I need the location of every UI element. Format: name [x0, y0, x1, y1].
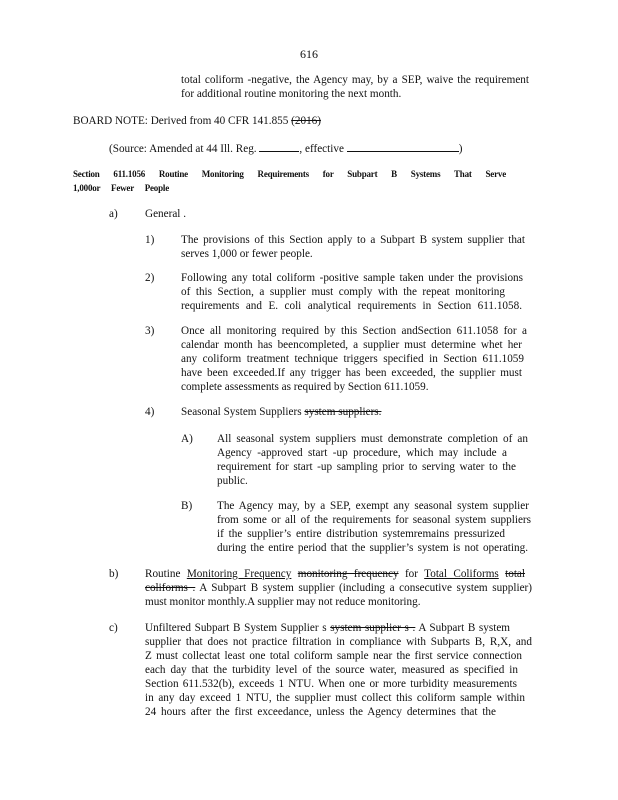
item-1-line: serves 1,000 or fewer people. [181, 248, 313, 260]
source-suffix: ) [458, 143, 463, 155]
subsection-b-line-2 [145, 582, 532, 595]
item-4-title-struck: system suppliers. [304, 406, 382, 418]
subsection-a-label: a) [109, 208, 118, 220]
item-3-line: any coliform treatment technique triggers specified in Section 611.1059 [181, 353, 524, 365]
subitem-A-line: requirement for start -up sampling prior to serving water to the [217, 461, 516, 473]
source-middle: , effective [299, 143, 344, 155]
subsection-b-label: b) [109, 568, 119, 580]
source-note [109, 141, 462, 156]
item-4-title [181, 406, 381, 419]
item-1-label: 1) [145, 234, 155, 246]
subitem-B-line: during the entire period that the supplier’s system is not operating. [217, 542, 528, 554]
subitem-A-line: Agency -approved start -up procedure, which may include a [217, 447, 507, 459]
subitem-B-line: from some or all of the requirements for seasonal system suppliers [217, 514, 531, 526]
item-3-line: calendar month has beencompleted, a supplier must determine whet her [181, 339, 522, 351]
effective-date-blank [347, 141, 459, 152]
subsection-c-line: each day that the turbidity level of the source water, measured as specified in [145, 664, 518, 676]
subsection-c-line: Z must collectat least one total coliform sample near the first service connection [145, 650, 522, 662]
b-inserted-text: Monitoring Frequency [186, 568, 292, 580]
source-prefix: (Source: Amended at 44 Ill. Reg. [109, 143, 257, 155]
c-struck-text: system supplier s . [330, 622, 416, 634]
subsection-c-line: Section 611.532(b), exceeds 1 NTU. When one or more turbidity measurements [145, 678, 517, 690]
item-2-line: of this Section, a supplier must comply with the repeat monitoring [181, 286, 505, 298]
section-heading-line-2: 1,000or Fewer People [73, 183, 169, 193]
subsection-c-line: in any day exceed 1 NTU, the supplier must collect this coliform sample within [145, 692, 525, 704]
b-text: A Subpart B system supplier (including a consecutive system supplier) [199, 582, 532, 594]
subitem-B-label: B) [181, 500, 193, 512]
item-3-line: have been exceeded.If any trigger has been exceeded, the supplier must [181, 367, 522, 379]
board-note-text: BOARD NOTE: Derived from 40 CFR 141.855 [73, 115, 289, 127]
subitem-B-line: The Agency may, by a SEP, exempt any seasonal system supplier [217, 500, 529, 512]
item-4-label: 4) [145, 406, 155, 418]
section-heading-line-1: Section 611.1056 Routine Monitoring Requirements for Subpart B Systems That Serve [73, 169, 506, 179]
subitem-A-line: All seasonal system suppliers must demonstrate completion of an [217, 433, 528, 445]
item-2-line: requirements and E. coli analytical requirements in Section 611.1058. [181, 300, 522, 312]
subsection-c-line: 24 hours after the first exceedance, unless the Agency determines that the [145, 706, 496, 718]
b-text: for [404, 568, 418, 580]
board-note [73, 115, 321, 128]
subitem-B-line: if the supplier’s entire distribution systemremains pressurized [217, 528, 505, 540]
item-3-line: Once all monitoring required by this Section andSection 611.1058 for a [181, 325, 527, 337]
c-text: Unfiltered Subpart B System Supplier s [145, 622, 327, 634]
board-note-struck: (2016) [291, 115, 321, 127]
item-3-line: complete assessments as required by Section 611.1059. [181, 381, 429, 393]
subsection-b-line-1 [145, 568, 525, 581]
b-struck-text: total [505, 568, 526, 580]
intro-line-2: for additional routine monitoring the next month. [181, 88, 402, 100]
item-2-line: Following any total coliform -positive sample taken under the provisions [181, 272, 523, 284]
item-3-label: 3) [145, 325, 155, 337]
item-1-line: The provisions of this Section apply to a Subpart B system supplier that [181, 234, 525, 246]
item-4-title-text: Seasonal System Suppliers [181, 406, 302, 418]
intro-line-1: total coliform -negative, the Agency may, by a SEP, waive the requirement [181, 74, 529, 86]
c-text: A Subpart B system [418, 622, 511, 634]
b-inserted-text: Total Coliforms [424, 568, 499, 580]
b-text: Routine [145, 568, 181, 580]
b-struck-text: monitoring frequency [297, 568, 399, 580]
item-2-label: 2) [145, 272, 155, 284]
register-blank [259, 141, 299, 152]
subsection-c-label: c) [109, 622, 118, 634]
subsection-a-title: General . [145, 208, 186, 220]
page-number: 616 [300, 47, 318, 61]
subitem-A-line: public. [217, 475, 248, 487]
subsection-c-line: supplier that does not practice filtration in compliance with Subparts B, R,X, and [145, 636, 532, 648]
subitem-A-label: A) [181, 433, 193, 445]
subsection-c-line-1 [145, 622, 510, 635]
b-struck-text: coliforms . [145, 582, 196, 594]
subsection-b-line-3: must monitor monthly.A supplier may not reduce monitoring. [145, 596, 421, 608]
